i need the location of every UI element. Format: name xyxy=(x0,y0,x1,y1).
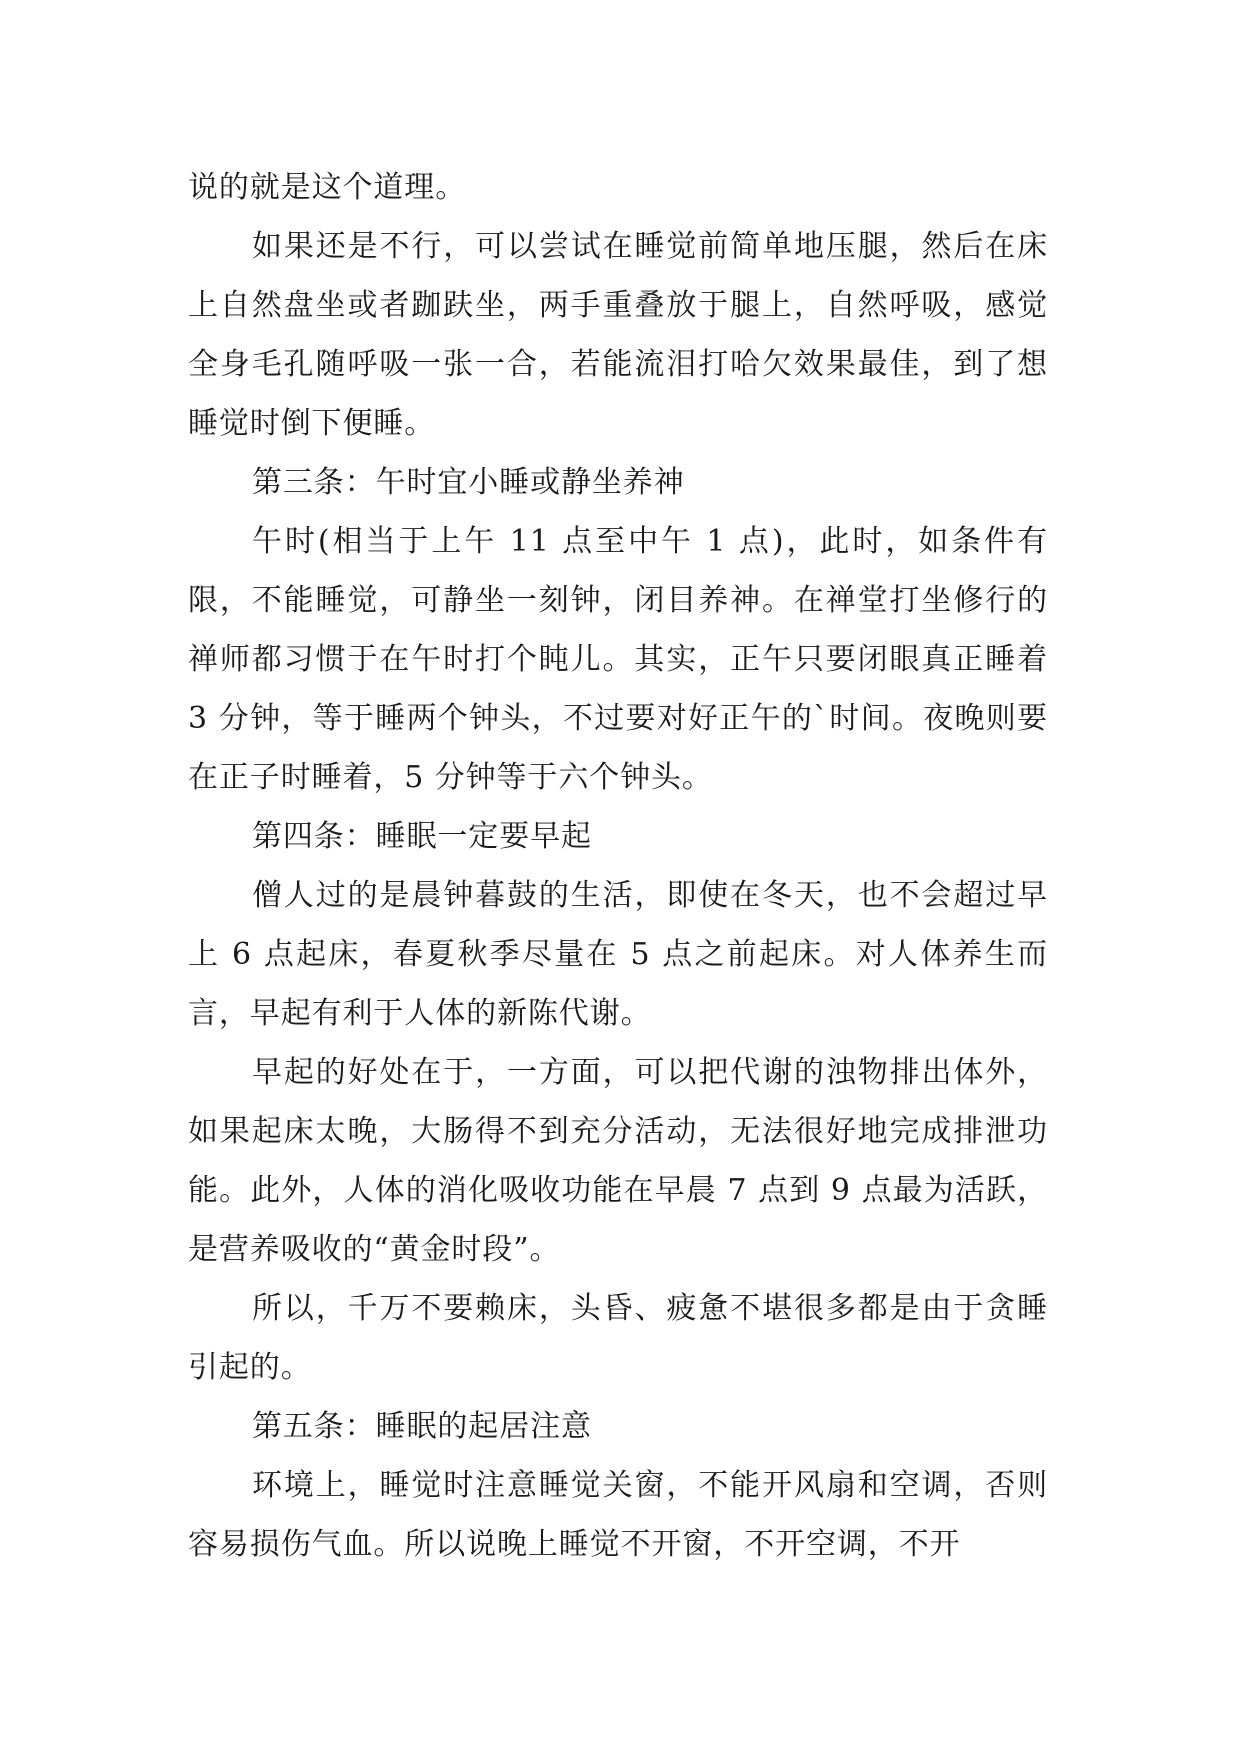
paragraph-no-lazing: 所以，千万不要赖床，头昏、疲惫不堪很多都是由于贪睡引起的。 xyxy=(188,1291,1048,1385)
paragraph-environment: 环境上，睡觉时注意睡觉关窗，不能开风扇和空调，否则容易损伤气血。所以说晚上睡觉不开窗，不开空调，不开 xyxy=(188,1468,1048,1562)
paragraph-noon-nap: 午时(相当于上午 11 点至中午 1 点)，此时，如条件有限，不能睡觉，可静坐一刻钟，闭目养神。在禅堂打坐修行的禅师都习惯于在午时打个盹儿。其实，正午只要闭眼真正睡着 3 分钟，等于睡两个钟头，不过要对好正午的`时间。夜晚则要在正子时睡着，5 分钟等于六个钟头。 xyxy=(188,524,1048,795)
paragraph-sleep-posture: 如果还是不行，可以尝试在睡觉前简单地压腿，然后在床上自然盘坐或者跏趺坐，两手重叠放于腿上，自然呼吸，感觉全身毛孔随呼吸一张一合，若能流泪打哈欠效果最佳，到了想睡觉时倒下便睡。 xyxy=(188,229,1048,441)
document-body xyxy=(188,158,1048,1574)
paragraph-continuation: 说的就是这个道理。 xyxy=(188,170,467,205)
section-heading-three: 第三条：午时宜小睡或静坐养神 xyxy=(252,465,685,500)
paragraph-early-rising: 僧人过的是晨钟暮鼓的生活，即使在冬天，也不会超过早上 6 点起床，春夏秋季尽量在 5 点之前起床。对人体养生而言，早起有利于人体的新陈代谢。 xyxy=(188,878,1048,1031)
section-heading-four: 第四条：睡眠一定要早起 xyxy=(252,819,592,854)
section-heading-five: 第五条：睡眠的起居注意 xyxy=(252,1409,592,1444)
paragraph-early-rising-benefits: 早起的好处在于，一方面，可以把代谢的浊物排出体外，如果起床太晚，大肠得不到充分活动，无法很好地完成排泄功能。此外，人体的消化吸收功能在早晨 7 点到 9 点最为活跃，是营养吸收的“黄金时段”。 xyxy=(188,1055,1048,1267)
